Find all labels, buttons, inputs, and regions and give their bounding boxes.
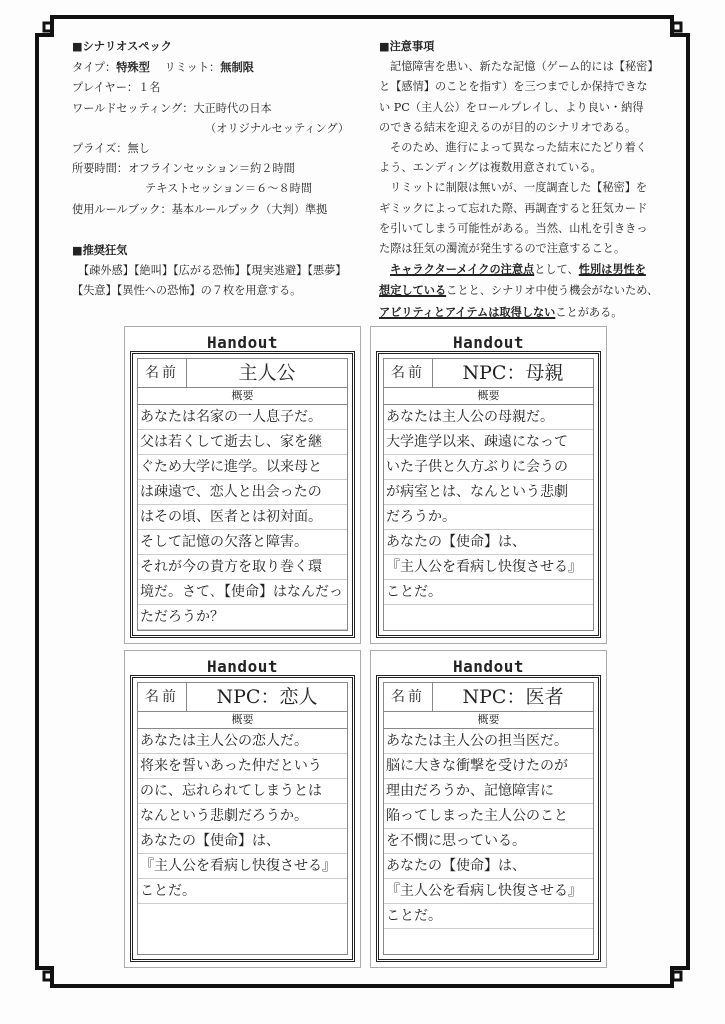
handout-name: NPC：医者 [462, 686, 564, 708]
handout-card [124, 326, 361, 644]
handout-frame [376, 675, 601, 962]
type-value: 特殊型 [116, 60, 150, 75]
handout-body [384, 405, 593, 605]
handout-name: 主人公 [238, 362, 296, 384]
handout-line: ぐため大学に進学。以来母と [140, 459, 322, 475]
handout-line: ことだ。 [386, 908, 442, 924]
handout-line: ただろうか？ [140, 609, 224, 625]
name-row [384, 683, 593, 712]
notes-line: リミットに制限は無いが、一度調査した【秘密】を [390, 181, 648, 195]
handout-line: は疎遠で、恋人と出会ったの [140, 484, 322, 500]
madness-heading: ■推奨狂気 [72, 242, 128, 257]
spec-line: 使用ルールブック：基本ルールブック（大判）準拠 [72, 202, 328, 216]
handout-line: 『主人公を看病し快復させる』 [386, 559, 582, 575]
notes-heading: ■注意事項 [379, 39, 435, 53]
handout-line: 理由だろうか、記憶障害に [386, 783, 554, 799]
spec-line: （オリジナルセッティング） [205, 121, 350, 135]
handout-line: あなたは主人公の担当医だ。 [386, 733, 568, 749]
handout-line: あなたの【使命】は、 [386, 858, 526, 874]
handout-line: あなたは主人公の恋人だ。 [140, 733, 308, 749]
summary-label: 概要 [138, 712, 347, 729]
notes-line: そのため、進行によって異なった結末にたどり着く [390, 141, 647, 155]
notes-line: のできる結末を迎えるのが目的のシナリオである。 [379, 120, 637, 134]
limit-value: 無制限 [220, 60, 254, 75]
type-label: タイプ： [72, 61, 117, 75]
spec-line: ワールドセッティング：大正時代の日本 [72, 101, 272, 115]
handout-line: あなたの【使命】は、 [386, 534, 526, 550]
name-label: 名前 [138, 683, 187, 711]
limit-label: リミット： [164, 61, 221, 75]
emphasis: 性別は男性を [578, 262, 646, 277]
handout-name: NPC：母親 [462, 362, 564, 384]
handout-line: が病室とは、なんという悲劇 [386, 484, 568, 500]
handout-body [138, 405, 347, 630]
notes-line: い PC（主人公）をロールプレイし、より良い・納得 [379, 100, 644, 114]
handout-line: だろうか。 [386, 509, 456, 525]
handout-title: Handout [453, 333, 524, 352]
handout-line: はその頃、医者とは初対面。 [140, 509, 322, 525]
emphasis: キャラクターメイクの注意点 [390, 262, 535, 277]
handout-card [370, 650, 607, 968]
handout-inner [383, 682, 594, 955]
name-row [138, 359, 347, 388]
spec-line: プレイヤー：１名 [72, 81, 161, 95]
notes-text: ことがある。 [555, 305, 623, 319]
summary-label: 概要 [384, 388, 593, 405]
notes-line: 記憶障害を患い、新たな記憶（ゲーム的には【秘密】 [390, 60, 659, 74]
handout-line: あなたは主人公の母親だ。 [386, 409, 554, 425]
handout-line: 『主人公を看病し快復させる』 [140, 858, 336, 874]
name-label: 名前 [138, 359, 187, 387]
spec-line: テキストセッション＝６～８時間 [145, 182, 313, 196]
name-label: 名前 [384, 683, 433, 711]
handout-line: いた子供と久方ぶりに会うの [386, 459, 568, 475]
emphasis: 想定している [379, 283, 447, 298]
name-label: 名前 [384, 359, 433, 387]
handout-title: Handout [207, 657, 278, 676]
notes [379, 36, 659, 323]
summary-label: 概要 [384, 712, 593, 729]
name-row [138, 683, 347, 712]
handout-frame [376, 351, 601, 638]
handout-line: 父は若くして逝去し、家を継 [140, 434, 322, 450]
handout-line: 将来を誓いあった仲だという [140, 758, 322, 774]
handout-body [384, 729, 593, 929]
handout-line: 脳に大きな衝撃を受けたのが [386, 758, 568, 774]
handout-inner [383, 358, 594, 631]
handout-frame [130, 675, 355, 962]
handout-line: を不憫に思っている。 [386, 833, 526, 849]
handout-name: NPC：恋人 [216, 686, 318, 708]
emphasis: アビリティとアイテムは取得しない [379, 304, 556, 319]
spec-line: 所要時間：オフラインセッション＝約２時間 [72, 162, 295, 176]
spec-line: プライズ：無し [72, 142, 150, 156]
notes-line: ギミックによって忘れた際、再調査すると狂気カード [379, 201, 648, 215]
handout-inner [137, 682, 348, 955]
name-row [384, 359, 593, 388]
handout-line: それが今の貴方を取り巻く環 [140, 559, 322, 575]
handout-inner [137, 358, 348, 631]
summary-label: 概要 [138, 388, 347, 405]
handout-line: ことだ。 [386, 584, 442, 600]
handout-frame [130, 351, 355, 638]
notes-line: と【感情】のことを指す）を三つまでしか保持できな [379, 80, 648, 94]
handout-title: Handout [207, 333, 278, 352]
handout-line: 境だ。さて､【使命】はなんだっ [140, 584, 343, 600]
notes-line: た際は狂気の濁流が発生するので注意すること。 [379, 242, 626, 256]
handout-body [138, 729, 347, 904]
scenario-spec [72, 36, 349, 301]
notes-text: として、 [534, 263, 579, 277]
handout-line: あなたの【使命】は、 [140, 833, 280, 849]
handout-line: ことだ。 [140, 883, 196, 899]
notes-text: ことと、シナリオ中使う機会がないため、 [446, 284, 659, 298]
handout-line: 陥ってしまった主人公のこと [386, 808, 568, 824]
handout-card [370, 326, 607, 644]
madness-line: 【失意】【異性への恐怖】の７枚を用意する。 [72, 284, 302, 298]
handout-title: Handout [453, 657, 524, 676]
handout-line: そして記憶の欠落と障害。 [140, 534, 308, 550]
notes-line: よう、エンディングは複数用意されている。 [379, 161, 602, 175]
spec-heading: ■シナリオスペック [72, 39, 172, 53]
handout-line: なんという悲劇だろうか。 [140, 808, 308, 824]
handout-line: 大学進学以来、疎遠になって [386, 434, 568, 450]
madness-line: 【疎外感】【絶叫】【広がる恐怖】【現実逃避】【悪夢】 [78, 264, 347, 278]
notes-line: を引いてしまう可能性がある。当然、山札を引ききっ [379, 221, 648, 235]
handout-line: のに、忘れられてしまうとは [140, 783, 322, 799]
handout-line: 『主人公を看病し快復させる』 [386, 883, 582, 899]
handout-line: あなたは名家の一人息子だ。 [140, 409, 322, 425]
handout-card [124, 650, 361, 968]
